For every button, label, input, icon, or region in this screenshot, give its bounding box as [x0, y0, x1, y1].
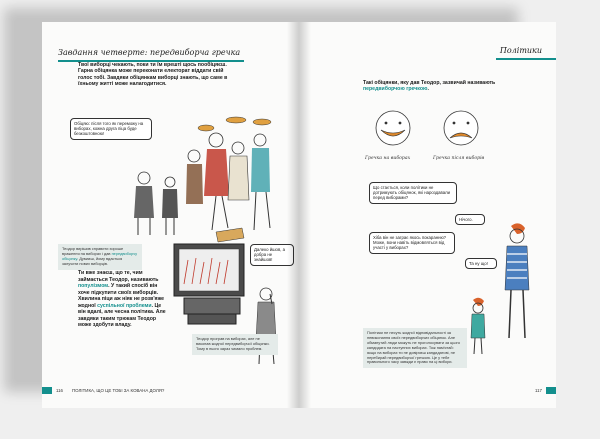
right-intro — [363, 80, 503, 93]
speaker-figure — [134, 172, 154, 235]
section-underline — [496, 58, 556, 60]
sad-face-icon — [441, 108, 481, 148]
note-text: Теодор вирішив справити хороше враження на виборах і дав — [62, 246, 124, 256]
listener-figure — [162, 177, 178, 235]
info-note — [58, 244, 142, 270]
footer-accent — [546, 387, 556, 394]
face-left-label: Гречка на виборах — [365, 156, 411, 161]
intro-paragraph: Твої виборці чекають, поки ти їм врешті щось пообіцяєш. Гарна обіцянка може переконати електорат віддати свій голос тобі. Завдяки обіцянкам виборці знають, що саме в їхньому житті може налагодитися. — [78, 62, 228, 88]
book-gutter — [287, 22, 311, 408]
footer-accent — [42, 387, 52, 394]
section-tag: Політики — [499, 46, 542, 55]
note-text: . Думаєш, йому вдасться залучити нових виборців. — [62, 255, 123, 266]
open-book — [42, 22, 556, 408]
body-text: Ти вже знаєш, що те, чим займається Теодор, називають — [78, 270, 159, 283]
face-right-label: Гречка після виборів — [433, 156, 485, 161]
right-page — [299, 22, 556, 408]
tv-speech-bubble: Далеко йшов, а добра не знайшов! — [250, 244, 294, 266]
bottom-note: Теодор програв на виборах, але не виконав жодної передвиборчої обіцянки. Тому в нього зараз чимало проблем. — [192, 334, 278, 355]
cheering-crowd — [186, 133, 270, 230]
page-number: 116 — [56, 388, 63, 393]
pizza-icon — [198, 117, 271, 131]
child-figure — [471, 298, 485, 354]
right-note: Політики не несуть жодної відповідальності за невиконання своїх передвиборчих обіцянок. Але обманутий люди можуть не проголосувати за цього кандидата на наступних виборах. Тож пам'ятай: якщо на виборах ти не довіряєш кандидатові, не перебирай передвиборчої гречкою. Це у тебе правильного часу завжди є право на ці вибори. — [363, 328, 467, 368]
smiling-face-icon — [373, 108, 413, 148]
body-paragraph — [78, 270, 168, 329]
protest-bubble: Хіба він не заграє якось покаранню? Може, вони навіть відмовляться від участі у виборах? — [369, 232, 455, 254]
intro-highlight: передвиборчою гречкою — [363, 86, 428, 93]
speech-bubble: Обіцяю: після того як переможу на виборах, кожна друга піца буде безкоштовною! — [70, 118, 152, 140]
body-highlight: суспільної проблеми — [97, 302, 152, 309]
answer-bubble: Нічого. — [455, 214, 485, 225]
question-bubble: Що стається, коли політики не дотримують обіцянок, які нароздавали перед виборами? — [369, 182, 457, 204]
intro-text: . — [427, 86, 429, 93]
body-text: . Це він вдалі, але чесна політика. Але завдяки таким трюкам Теодор може здобути владу. — [78, 302, 166, 328]
reply-bubble: Та ну що! — [465, 258, 497, 269]
intro-text: Такі обіцянки, яку дав Теодор, зазвичай називають — [363, 80, 496, 86]
left-page — [42, 22, 299, 408]
page-number: 117 — [535, 388, 542, 393]
footer-text: ПОЛІТИКА, ЩО ЦЕ ТОБІ ЗА КОВАНА ДОЛЯ? — [72, 388, 165, 393]
page-title: Завдання четверте: передвиборча гречка — [58, 48, 241, 57]
note-highlight: передвиборчу обіцянку — [62, 250, 138, 261]
body-text: . У такий спосіб він хоче підкупити своїх виборців. Хвилина піци аж ніяк не розв'яже жодної — [78, 283, 165, 309]
body-highlight: популізмом — [78, 283, 109, 289]
father-child-illustration — [459, 220, 549, 370]
tall-man-figure — [505, 223, 529, 338]
